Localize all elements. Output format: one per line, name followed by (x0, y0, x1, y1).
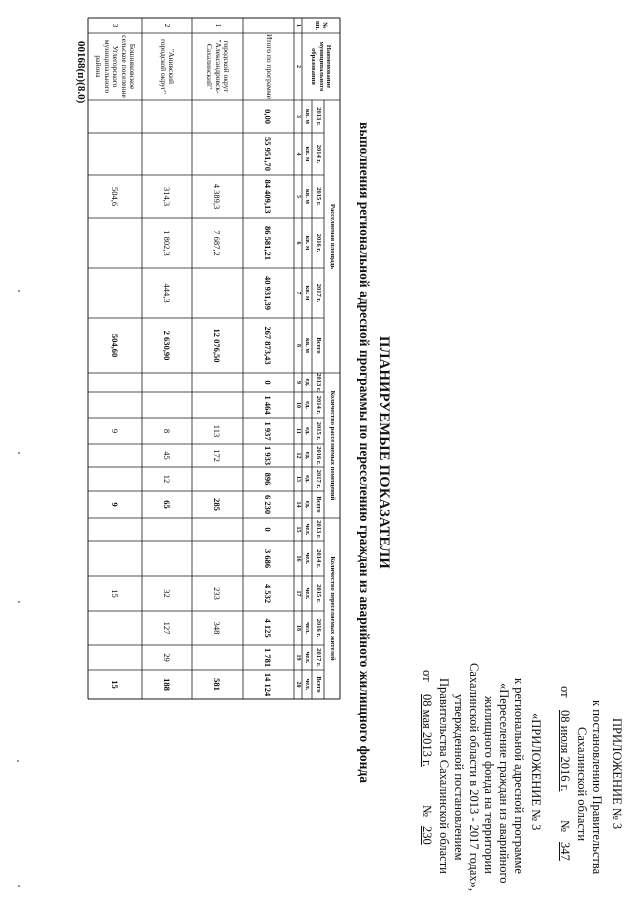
column-number: 4 (295, 152, 301, 156)
header-year: 2013 г. (314, 107, 322, 126)
column-number: 9 (295, 381, 301, 384)
table-cell (88, 268, 142, 318)
program-line-4: Сахалинской области в 2013 - 2017 годах», (467, 663, 481, 892)
column-number: 15 (295, 526, 301, 533)
scan-dot (18, 601, 20, 603)
column-number: 3 (295, 115, 301, 118)
table-cell: 127 (162, 621, 172, 635)
appendix-quote-label: «ПРИЛОЖЕНИЕ № 3 (529, 713, 543, 831)
table-cell: 14 124 (263, 672, 274, 697)
header-unit: кв. м (303, 109, 311, 124)
table-cell: 12 076,50 (212, 328, 223, 363)
header-unit: чел. (303, 651, 311, 664)
program-line-5: утвержденной постановлением (452, 694, 466, 861)
table-cell: 285 (212, 498, 223, 511)
header-number: № пп. (314, 20, 329, 31)
column-number: 5 (295, 195, 301, 198)
document-title: ПЛАНИРУЕМЫЕ ПОКАЗАТЕЛИ (376, 335, 392, 569)
column-number: 2 (295, 65, 301, 68)
header-year: 2014 г. (314, 549, 322, 568)
table-cell: 3 686 (263, 548, 274, 569)
table-cell: 6 230 (263, 494, 274, 515)
orig-number-label: № (420, 805, 434, 817)
table-cell: 4 125 (263, 618, 274, 638)
table-cell (88, 218, 142, 268)
table-cell (142, 518, 192, 541)
header-area-group: Расселяемая площадь (328, 204, 336, 269)
table-cell: 4 389,3 (212, 183, 223, 210)
header-year: 2015 г. (314, 187, 322, 206)
table-cell (88, 100, 142, 133)
header-year: 2014 г. (314, 395, 322, 415)
header-year: 2016 г. (314, 618, 322, 638)
column-number: 20 (295, 681, 301, 688)
table-cell: 267 873,43 (263, 326, 274, 365)
row-name: Бошняковское сельское поселение Углегорского муниципального района (94, 35, 138, 98)
table-cell (88, 518, 142, 541)
table-cell: 504,6 (110, 186, 120, 207)
number-label: № (558, 820, 572, 832)
scan-dot (18, 290, 20, 292)
table-cell: 40 931,39 (263, 276, 274, 310)
row-number (243, 18, 294, 33)
table-cell (142, 541, 192, 576)
table-cell: 314,3 (162, 186, 172, 207)
table-cell: 0,00 (263, 109, 274, 124)
header-people-group: Количество переселяемых жителей (328, 556, 336, 661)
table-cell (142, 133, 192, 175)
table-cell: 1 933 (263, 445, 274, 466)
table-cell: 1 937 (263, 421, 274, 441)
table-cell (88, 373, 142, 392)
table-cell (192, 373, 243, 392)
table-cell: 0 (263, 527, 274, 532)
row-name: "Анивский городской округ" (159, 39, 177, 94)
table-cell (192, 518, 243, 541)
header-year: 2017 г. (314, 648, 322, 667)
column-number: 10 (295, 402, 301, 408)
table-cell: 896 (263, 472, 274, 486)
table-cell (142, 100, 192, 133)
header-year: 2017 г. (314, 469, 322, 489)
header-year: 2016 г. (314, 446, 322, 465)
header-unit: чел. (303, 552, 311, 565)
table-cell: 12 (162, 474, 172, 484)
table-cell: 233 (212, 587, 223, 600)
table-cell: 504,60 (110, 333, 120, 358)
table-cell (88, 392, 142, 418)
scan-dot (18, 885, 20, 887)
column-number: 18 (295, 625, 301, 631)
table-cell: 1 781 (263, 647, 274, 668)
column-number: 14 (295, 501, 301, 508)
header-unit: кв. м (303, 285, 311, 301)
orig-from-label: от (420, 670, 434, 682)
header-unit: ед. (303, 451, 311, 460)
header-year: 2014 г. (314, 144, 322, 164)
table-cell: 8 (162, 428, 172, 434)
column-number: 12 (295, 452, 301, 459)
document-code: 00168(п)(8.0) (75, 41, 87, 104)
header-year: 2016 г. (314, 233, 322, 253)
table-cell: 113 (212, 424, 223, 438)
table-cell (192, 133, 243, 175)
region-text: Сахалинской области (575, 727, 589, 842)
header-year: Всего (314, 337, 322, 354)
header-year: 2013 г. (314, 373, 322, 392)
header-year: 2015 г. (314, 421, 322, 441)
header-year: Всего (314, 676, 322, 693)
table-cell: 84 409,13 (263, 179, 274, 214)
table-cell: 55 951,70 (263, 137, 274, 171)
appendix-label: ПРИЛОЖЕНИЕ № 3 (610, 718, 624, 830)
column-number: 7 (295, 291, 301, 295)
column-number: 8 (295, 344, 301, 347)
resolution-number: 347 (558, 842, 572, 861)
header-unit: ед. (303, 378, 311, 387)
table-cell (192, 392, 243, 418)
table-cell (88, 645, 142, 670)
program-line-3: жилищного фонда на территории (482, 696, 496, 874)
document-subtitle: выполнения региональной адресной программы по переселению граждан из аварийного жилищного фонда (357, 122, 372, 783)
header-unit: кв. м (303, 146, 311, 162)
header-units-group: Количество расселяемых помещений (328, 390, 336, 501)
table-cell: 15 (110, 680, 120, 689)
scan-dot (17, 760, 19, 762)
header-unit: чел. (303, 587, 311, 600)
program-line-1: к региональной адресной программе (512, 678, 526, 874)
table-cell: 29 (162, 653, 172, 662)
header-unit: кв. м (303, 189, 311, 204)
table-cell: 0 (263, 380, 274, 385)
header-unit: кв. м (303, 235, 311, 251)
column-number: 16 (295, 555, 301, 562)
table-cell: 32 (162, 589, 172, 598)
header-unit: чел. (303, 622, 311, 634)
table-cell (142, 392, 192, 418)
table-cell: 9 (110, 428, 120, 434)
resolution-date: 08 июля 2016 г. (558, 710, 572, 792)
column-number: 13 (295, 476, 301, 482)
table-cell: 65 (162, 500, 172, 509)
table-cell: 7 687,2 (212, 230, 223, 256)
row-number: 3 (111, 23, 121, 28)
table-cell (192, 268, 243, 318)
table-cell: 86 581,21 (263, 226, 274, 260)
table-cell: 348 (212, 621, 223, 635)
header-year: 2017 г. (314, 283, 322, 303)
table-cell: 4 532 (263, 583, 274, 604)
table-cell: 45 (162, 451, 172, 460)
table-cell: 581 (212, 678, 223, 691)
table-cell (88, 611, 142, 645)
table-cell: 1 464 (263, 395, 274, 415)
header-unit: кв. м (303, 338, 311, 353)
table-cell (192, 467, 243, 491)
table-cell: 188 (162, 678, 172, 691)
header-name: Наименование муниципального образования (310, 41, 333, 92)
table-cell: 1 802,3 (162, 230, 172, 256)
orig-number: 230 (420, 826, 434, 845)
table-cell (88, 444, 142, 467)
header-unit: чел. (303, 678, 311, 691)
program-line-2: «Переселение граждан из аварийного (497, 683, 511, 884)
table-cell (142, 373, 192, 392)
header-year: Всего (314, 496, 322, 513)
row-number: 2 (163, 23, 173, 28)
column-number: 17 (295, 590, 301, 597)
header-unit: ед. (303, 500, 311, 509)
table-cell (88, 133, 142, 175)
column-number: 6 (295, 241, 301, 245)
row-number: 1 (213, 23, 223, 28)
table-cell: 2 630,90 (162, 330, 172, 361)
header-year: 2013 г. (314, 520, 322, 539)
column-number: 19 (295, 654, 301, 661)
table-cell: 15 (110, 589, 120, 598)
scan-dot (18, 452, 20, 454)
table-cell: 9 (110, 502, 120, 507)
orig-date: 08 мая 2013 г. (420, 694, 434, 767)
header-unit: ед. (303, 427, 311, 435)
table-cell (88, 541, 142, 576)
table-cell: 444,3 (162, 283, 172, 303)
header-unit: ед. (303, 401, 311, 409)
column-number: 1 (295, 24, 301, 27)
table-cell (88, 467, 142, 491)
table-cell (192, 645, 243, 670)
row-name: Итого по программе (264, 34, 274, 99)
header-year: 2015 г. (314, 584, 322, 603)
header-unit: ед. (303, 475, 311, 483)
table-cell: 172 (212, 449, 223, 462)
program-line-6: Правительства Сахалинской области (437, 678, 451, 874)
table-cell (192, 100, 243, 133)
header-unit: чел. (303, 523, 311, 536)
from-label: от (558, 686, 572, 698)
column-number: 11 (295, 428, 301, 434)
table-cell (192, 541, 243, 576)
to-resolution-text: к постановлению Правительства (590, 700, 604, 875)
row-name: городской округ "Александровск-Сахалинский" (205, 39, 232, 94)
